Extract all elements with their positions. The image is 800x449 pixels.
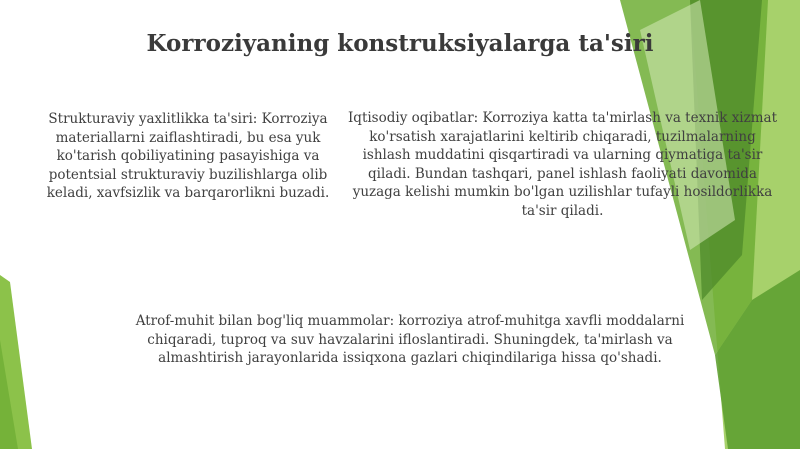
economic-consequences-paragraph: Iqtisodiy oqibatlar: Korroziya katta ta'mirlash va texnik xizmat ko'rsatish xarajatlarini keltirib chiqaradi, tuzilmalarning ishlash muddatini qisqartiradi va ularning qiymatiga ta'sir qiladi. Bundan tashqari, panel ishlash faoliyati davomida yuzaga kelishi mumkin bo'lgan uzilishlar tufayli hosildorlikka ta'sir qiladi. <box>347 110 778 219</box>
slide-title: Korroziyaning konstruksiyalarga ta'siri <box>146 30 654 57</box>
environmental-issues-paragraph: Atrof-muhit bilan bog'liq muammolar: korroziya atrof-muhitga xavfli moddalarni chiqaradi, tuproq va suv havzalarini ifloslantiradi. Shuningdek, ta'mirlash va almashtirish jarayonlarida issiqxona gazlari chiqindilariga hissa qo'shadi. <box>135 313 685 366</box>
structural-integrity-paragraph: Strukturaviy yaxlitlikka ta'siri: Korroziya materiallarni zaiflashtiradi, bu esa yuk ko'tarish qobiliyatining pasayishiga va potentsial strukturaviy buzilishlarga olib keladi, xavfsizlik va barqarorlikni buzadi. <box>46 111 330 201</box>
